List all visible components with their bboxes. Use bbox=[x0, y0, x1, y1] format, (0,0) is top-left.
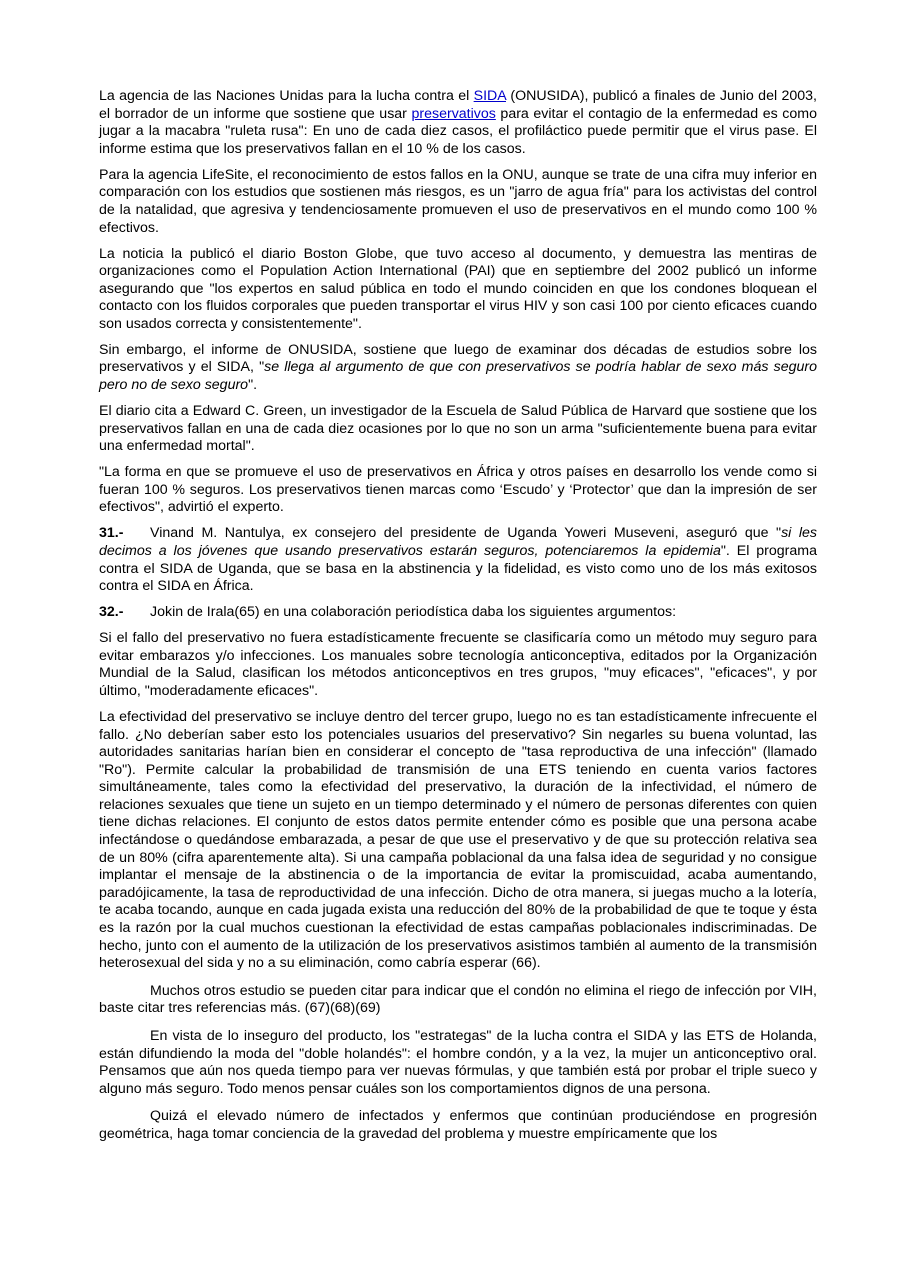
paragraph-onusida: La agencia de las Naciones Unidas para la lucha contra el SIDA (ONUSIDA), publicó a finales de Junio del 2003, el borrador de un informe que sostiene que usar preservativos para evitar el contagio de la enfermedad es como jugar a la macabra "ruleta rusa": En uno de cada diez casos, el profiláctico puede permitir que el virus pase. El informe estima que los preservativos fallan en el 10 % de los casos. bbox=[99, 88, 817, 157]
paragraph-quiza: Quizá el elevado número de infectados y enfermos que continúan produciéndose en progresión geométrica, haga tomar conciencia de la gravedad del problema y muestre empíricamente que los bbox=[99, 1108, 817, 1142]
paragraph-edward-green: El diario cita a Edward C. Green, un investigador de la Escuela de Salud Pública de Harvard que sostiene que los preservativos fallan en una de cada diez ocasiones por lo que no son un arma "suficientemente buena para evitar una enfermedad mortal". bbox=[99, 403, 817, 455]
italic-quote: se llega al argumento de que con preservativos se podría hablar de sexo más seguro pero no de sexo seguro bbox=[99, 359, 817, 394]
paragraph-lifesite: Para la agencia LifeSite, el reconocimiento de estos fallos en la ONU, aunque se trate de una cifra muy inferior en comparación con los estudios que sostienen más riesgos, es un "jarro de agua fría" para los activistas del control de la natalidad, que agresiva y tendenciosamente promueven el uso de preservativos en el mundo como 100 % efectivos. bbox=[99, 166, 817, 236]
paragraph-sin-embargo: Sin embargo, el informe de ONUSIDA, sostiene que luego de examinar dos décadas de estudios sobre los preservativos y el SIDA, "se llega al argumento de que con preservativos se podría hablar de sexo más seguro pero no de sexo seguro". bbox=[99, 341, 817, 394]
document-page bbox=[99, 88, 817, 1152]
paragraph-fallo-preservativo: Si el fallo del preservativo no fuera estadísticamente frecuente se clasificaría como un método muy seguro para evitar embarazos y/o infecciones. Los manuales sobre tecnología anticonceptiva, editados por la Organización Mundial de la Salud, clasifican los métodos anticonceptivos en tres grupos, "muy eficaces", "eficaces", y por último, "moderadamente eficaces". bbox=[99, 630, 817, 699]
item-number-31: 31.- bbox=[99, 525, 124, 542]
paragraph-otros-estudios: Muchos otros estudio se pueden citar para indicar que el condón no elimina el riego de infección por VIH, baste citar tres referencias más. (67)(68)(69) bbox=[99, 982, 817, 1017]
item-number-32: 32.- bbox=[99, 604, 124, 621]
paragraph-africa-quote: "La forma en que se promueve el uso de preservativos en África y otros países en desarrollo los vende como si fueran 100 % seguros. Los preservativos tienen marcas como ‘Escudo’ y ‘Protector’ que dan la impresión de ser efectivos", advirtió el experto. bbox=[99, 464, 817, 516]
paragraph-boston-globe: La noticia la publicó el diario Boston Globe, que tuvo acceso al documento, y demuestra las mentiras de organizaciones como el Population Action International (PAI) que en septiembre del 2002 publicó un informe asegurando que "los expertos en salud pública en todo el mundo coinciden en que los condones bloquean el contacto con los fluidos corporales que pueden transportar el virus HIV y son casi 100 por ciento eficaces cuando son usados correcta y consistentemente". bbox=[99, 245, 817, 332]
paragraph-32: 32.- Jokin de Irala(65) en una colaboración periodística daba los siguientes argumentos: bbox=[99, 604, 677, 621]
paragraph-efectividad: La efectividad del preservativo se incluye dentro del tercer grupo, luego no es tan estadísticamente infrecuente el fallo. ¿No deberían saber esto los potenciales usuarios del preservativo? Sin negarles su buena voluntad, las autoridades sanitarias harían bien en considerar el concepto de "tasa reproductiva de una infección" (llamado "Ro"). Permite calcular la probabilidad de transmisión de una ETS teniendo en cuenta varios factores simultáneamente, tales como la efectividad del preservativo, la duración de la infectividad, el número de relaciones sexuales que tiene un sujeto en un tiempo determinado y el número de personas diferentes con quien tiene dichas relaciones. El conjunto de estos datos permite entender cómo es posible que una persona acabe infectándose o quedándose embarazada, a pesar de que use el preservativo y de que su protección relativa sea de un 80% (cifra aparentemente alta). Si una campaña poblacional da una falsa idea de seguridad y no consigue implantar el mensaje de la abstinencia o de la importancia de evitar la promiscuidad, acaba aumentando, paradójicamente, la tasa de reproductividad de una infección. Dicho de otra manera, si juegas mucho a la lotería, te acaba tocando, aunque en cada jugada exista una reducción del 80% de la probabilidad de que te toque y ésta es la razón por la cual muchos cuestionan la efectividad de estas campañas poblacionales indiscriminadas. De hecho, junto con el aumento de la utilización de los preservativos asistimos también al aumento de la transmisión heterosexual del sida y no a su eliminación, como cabría esperar (66). bbox=[99, 708, 817, 972]
paragraph-doble-holandes: En vista de lo inseguro del producto, los "estrategas" de la lucha contra el SIDA y las ETS de Holanda, están difundiendo la moda del "doble holandés": el hombre condón, y a la vez, la mujer un anticonceptivo oral. Pensamos que aún nos queda tiempo para ver nuevas fórmulas, y que también está por probar el triple sueco y alguno más seguro. Todo menos pensar cuáles son los comportamientos dignos de una persona. bbox=[99, 1028, 817, 1097]
preservativos-link[interactable]: preservativos bbox=[411, 105, 496, 122]
sida-link[interactable]: SIDA bbox=[473, 88, 506, 104]
italic-quote: si les decimos a los jóvenes que usando preservativos estarán seguros, potenciaremos la epidemia bbox=[99, 525, 817, 559]
paragraph-31: 31.- Vinand M. Nantulya, ex consejero del presidente de Uganda Yoweri Museveni, aseguró que "si les decimos a los jóvenes que usando preservativos estarán seguros, potenciaremos la epidemia". El programa contra el SIDA de Uganda, que se basa en la abstinencia y la fidelidad, es visto como uno de los más exitosos contra el SIDA en África. bbox=[99, 525, 817, 595]
